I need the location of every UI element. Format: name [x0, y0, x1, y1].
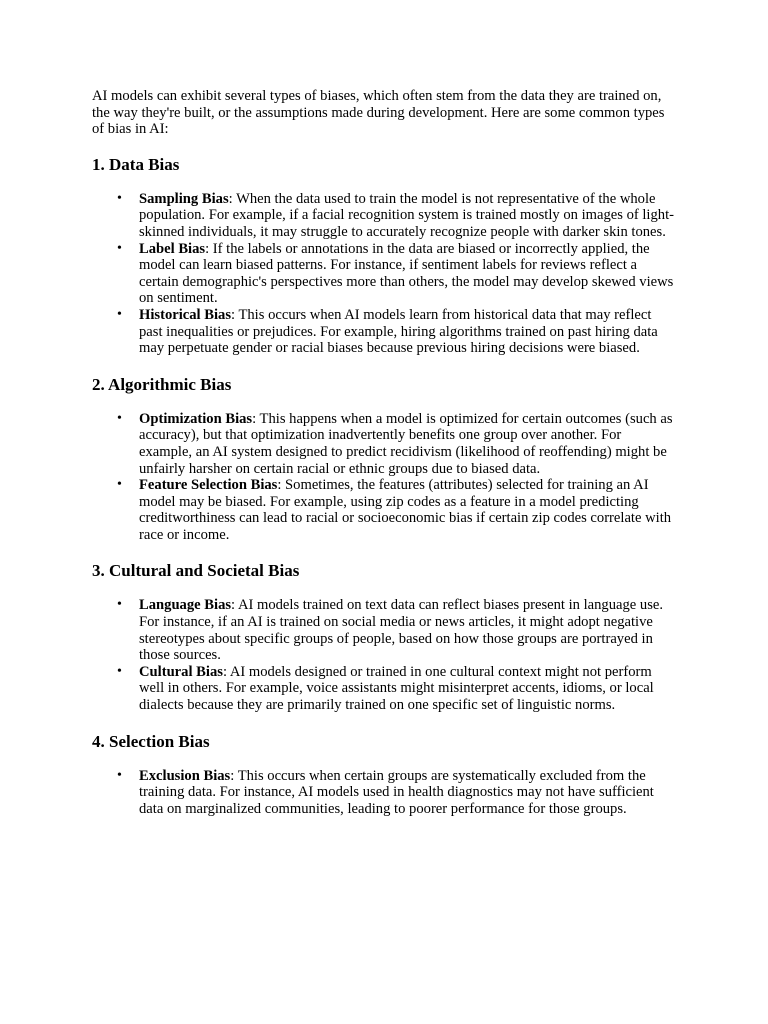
bullet-list — [92, 597, 676, 713]
bullet-icon: • — [117, 306, 122, 322]
section-algorithmic-bias — [92, 375, 676, 544]
item-term: Optimization Bias — [139, 410, 253, 427]
bullet-list — [92, 768, 676, 818]
item-text: : AI models trained on text data can reflect biases present in language use. For instance, if an AI is trained on social media or news articles, it might adopt negative stereotypes about specific groups of people, based on how those groups are portrayed in those sources. — [139, 597, 664, 664]
item-text: : If the labels or annotations in the data are biased or incorrectly applied, the model can learn biased patterns. For instance, if sentiment labels for reviews reflect a certain demographic's perspectives more than others, the model may develop skewed views on sentiment. — [139, 240, 674, 307]
item-term: Feature Selection Bias — [139, 477, 278, 494]
list-item — [117, 767, 676, 818]
item-text: : When the data used to train the model is not representative of the whole population. For example, if a facial recognition system is trained mostly on images of light-skinned individuals, it may struggle to accurately recognize people with darker skin tones. — [139, 190, 674, 240]
list-item — [117, 240, 676, 307]
bullet-icon: • — [117, 663, 122, 679]
list-item — [117, 663, 676, 714]
item-term: Exclusion Bias — [139, 767, 231, 784]
item-term: Cultural Bias — [139, 663, 223, 680]
section-heading: 2. Algorithmic Bias — [92, 374, 232, 394]
item-text: : AI models designed or trained in one cultural context might not perform well in others. For example, voice assistants might misinterpret accents, idioms, or local dialects because they are primarily trained on one specific set of linguistic norms. — [139, 663, 654, 714]
list-item — [117, 597, 676, 664]
list-item — [117, 410, 676, 477]
list-item — [117, 190, 676, 241]
bullet-icon: • — [117, 410, 122, 426]
item-text: : This occurs when certain groups are systematically excluded from the training data. For instance, AI models used in health diagnostics may not have sufficient data on marginalized communities, leading to poorer performance for those groups. — [139, 767, 654, 817]
item-text: : This occurs when AI models learn from historical data that may reflect past inequalities or prejudices. For example, hiring algorithms trained on past hiring data may perpetuate gender or racial biases because previous hiring decisions were biased. — [139, 306, 658, 357]
item-term: Language Bias — [139, 597, 232, 614]
bullet-icon: • — [117, 477, 122, 493]
intro-paragraph: AI models can exhibit several types of biases, which often stem from the data they are trained on, the way they're built, or the assumptions made during development. Here are some common types of bias in AI: — [92, 88, 665, 138]
section-heading: 1. Data Bias — [92, 154, 180, 174]
section-heading: 3. Cultural and Societal Bias — [92, 561, 300, 581]
section-cultural-bias — [92, 561, 676, 713]
bullet-list — [92, 411, 676, 544]
bullet-icon: • — [117, 190, 122, 206]
item-term: Label Bias — [139, 240, 206, 257]
section-data-bias — [92, 155, 676, 357]
bullet-icon: • — [117, 767, 122, 783]
list-item — [117, 477, 676, 543]
item-text: : Sometimes, the features (attributes) selected for training an AI model may be biased. For example, using zip codes as a feature in a model predicting creditworthiness can lead to racial or socioeconomic bias if certain zip codes correlate with race or income. — [139, 477, 672, 543]
item-text: : This happens when a model is optimized for certain outcomes (such as accuracy), but that optimization inadvertently benefits one group over another. For example, an AI system designed to predict recidivism (likelihood of reoffending) might be unfairly harsher on certain racial or ethnic groups due to biased data. — [139, 410, 673, 477]
item-term: Historical Bias — [139, 306, 232, 323]
section-selection-bias — [92, 732, 676, 818]
bullet-icon: • — [117, 240, 122, 256]
list-item — [117, 306, 676, 357]
bullet-list — [92, 191, 676, 357]
item-term: Sampling Bias — [139, 190, 229, 207]
section-heading: 4. Selection Bias — [92, 731, 210, 751]
bullet-icon: • — [117, 597, 122, 613]
